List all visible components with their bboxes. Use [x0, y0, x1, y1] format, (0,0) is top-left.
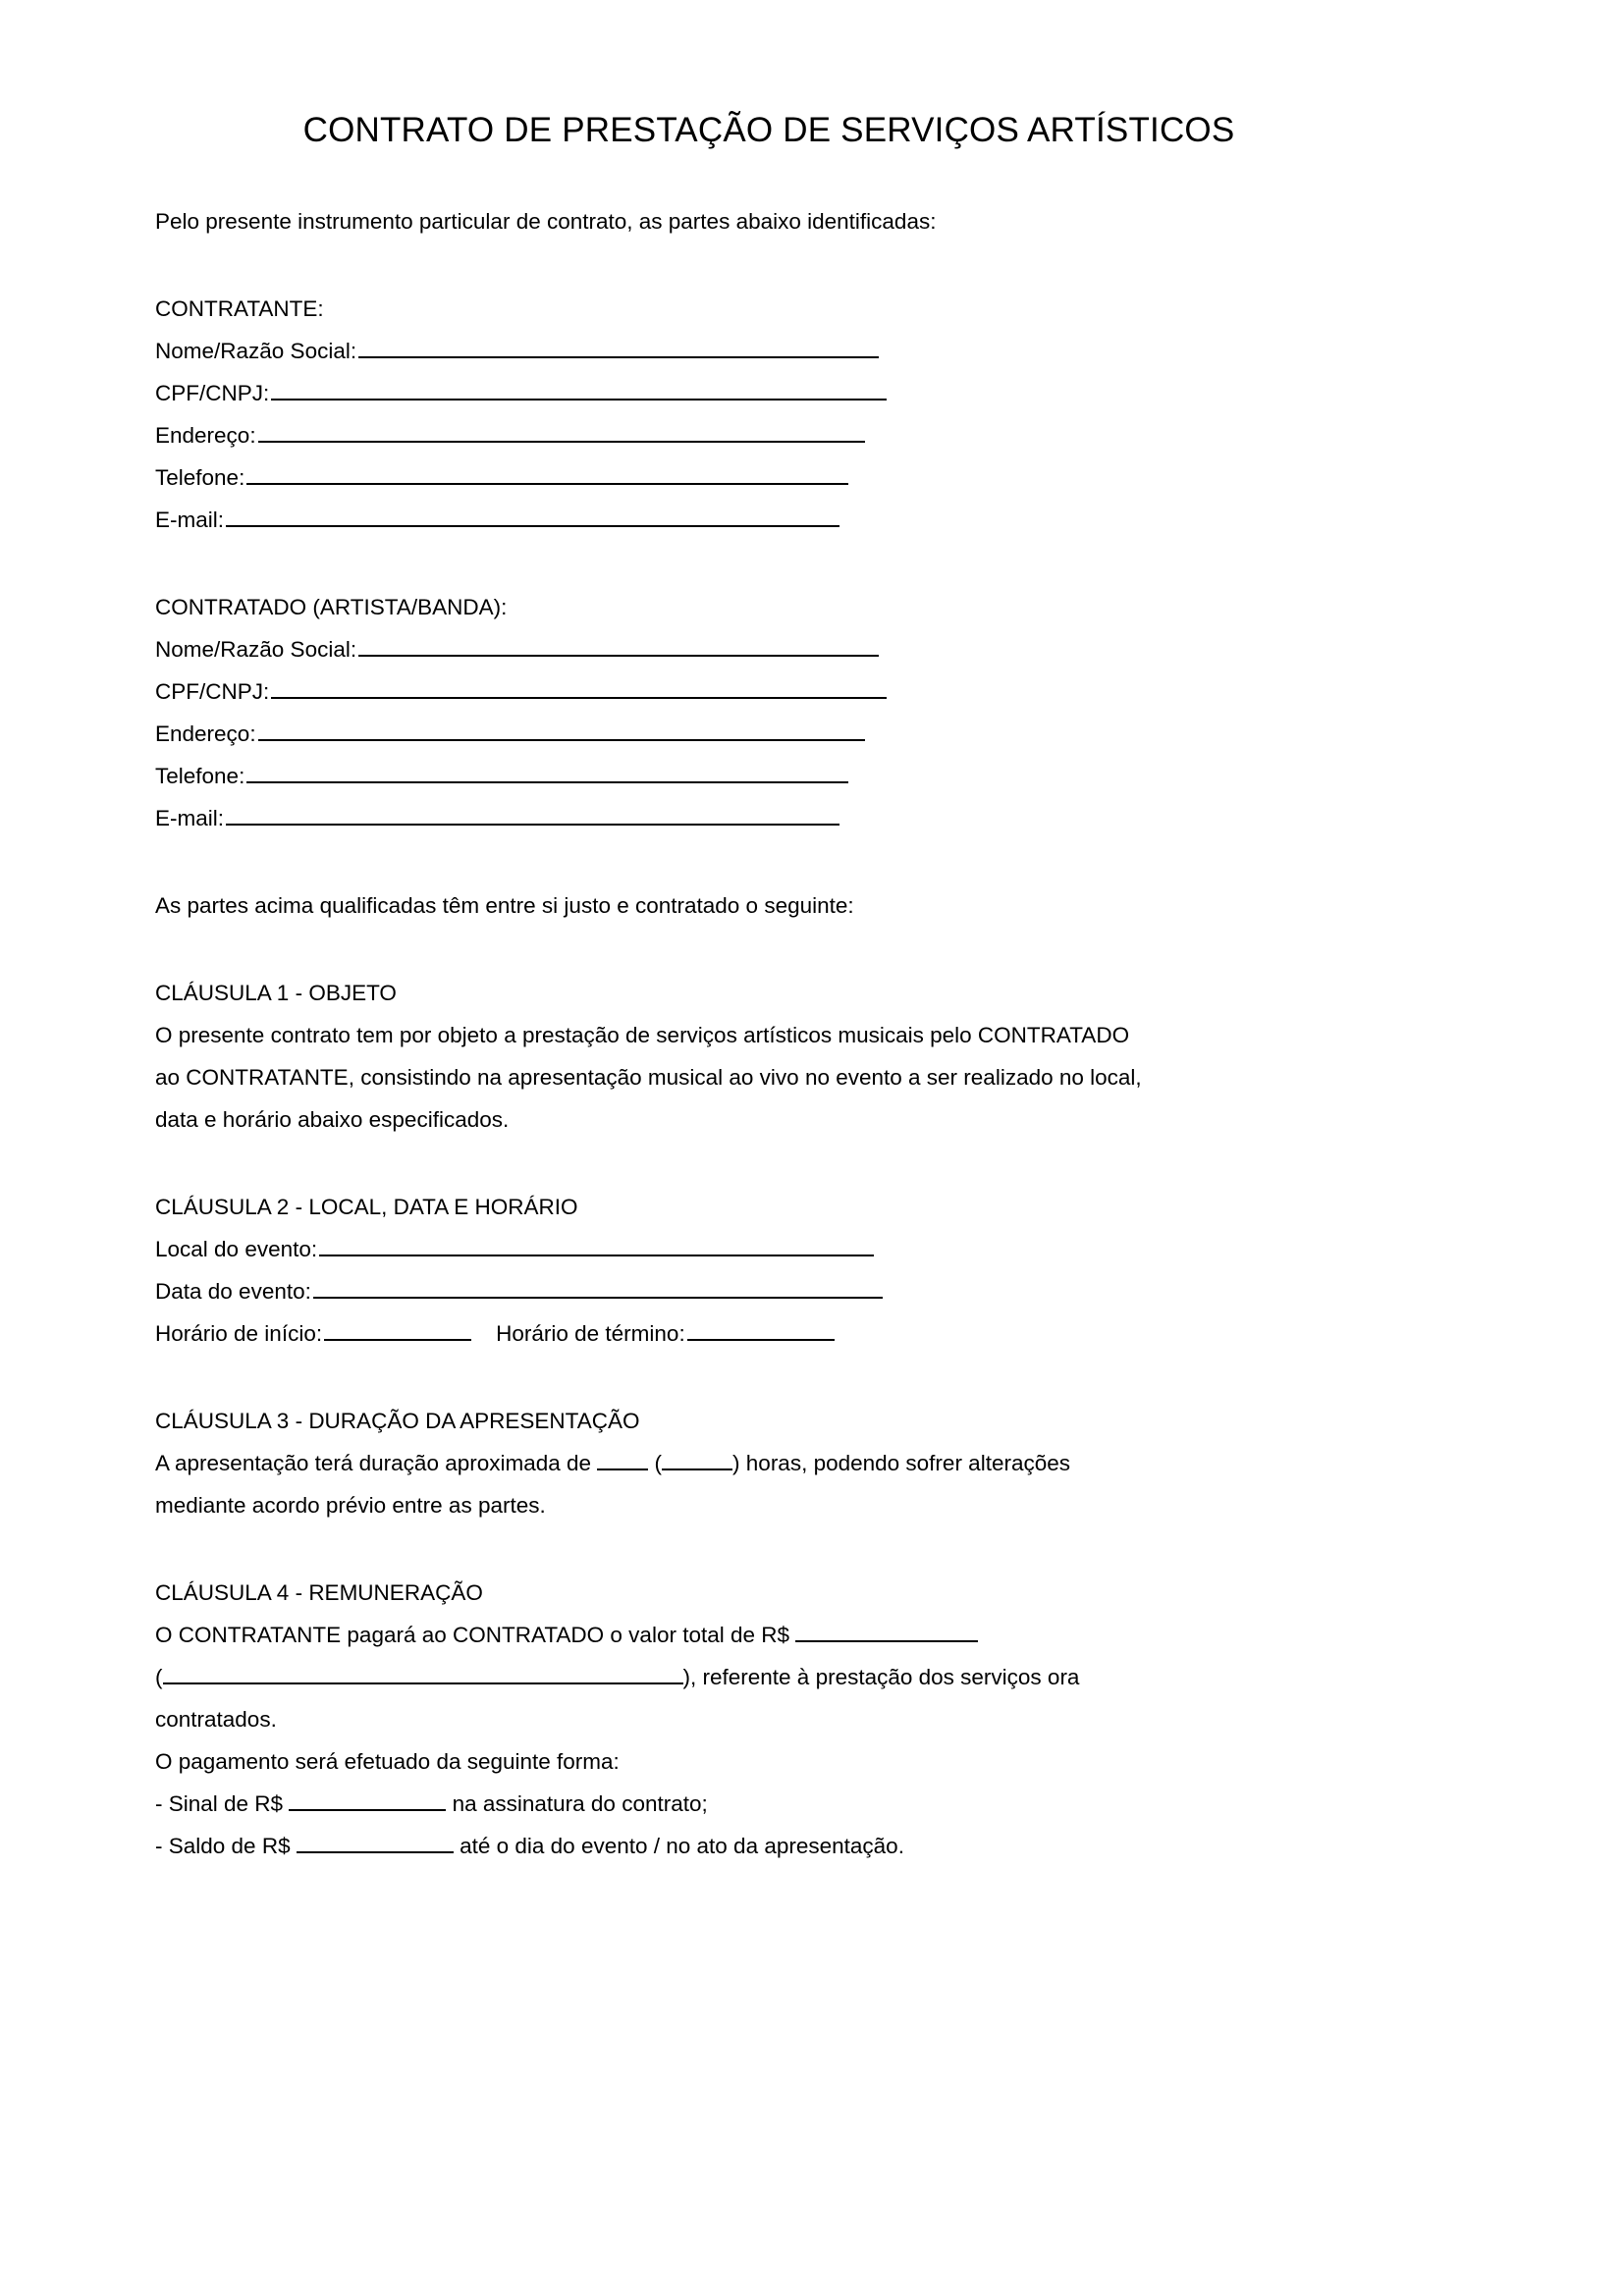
sinal-suffix: na assinatura do contrato;: [446, 1791, 708, 1816]
saldo-suffix: até o dia do evento / no ato da apresentação.: [453, 1834, 904, 1858]
preamble-paragraph: As partes acima qualificadas têm entre si justo e contratado o seguinte:: [155, 893, 854, 918]
field-rule-nome-contratado[interactable]: [358, 636, 879, 657]
field-label: Telefone:: [155, 465, 245, 490]
party-block-contratado: [155, 586, 1382, 839]
clause-3-text-part-3: ) horas, podendo sofrer alterações: [732, 1451, 1070, 1475]
party-heading-contratante: CONTRATANTE:: [155, 296, 324, 321]
clause-3: [155, 1400, 1382, 1526]
party-heading-contratado: CONTRATADO (ARTISTA/BANDA):: [155, 595, 508, 619]
sinal-valor-rule[interactable]: [289, 1790, 446, 1811]
clause-1-body-line-3: data e horário abaixo especificados.: [155, 1107, 510, 1132]
clause-2: [155, 1186, 1382, 1355]
clause-4-line-4: O pagamento será efetuado da seguinte forma:: [155, 1749, 620, 1774]
field-rule-horario-termino[interactable]: [687, 1320, 835, 1341]
clause-4-heading: CLÁUSULA 4 - REMUNERAÇÃO: [155, 1580, 483, 1605]
field-rule-endereco-contratado[interactable]: [258, 721, 865, 741]
field-row-data-evento: [155, 1270, 1382, 1312]
field-row-telefone-contratante: [155, 456, 1382, 499]
valor-total-rule[interactable]: [795, 1622, 978, 1642]
spacer: [471, 1321, 496, 1346]
open-paren: (: [155, 1665, 163, 1689]
clause-1-body-line-1: O presente contrato tem por objeto a prestação de serviços artísticos musicais pelo CONTRATADO: [155, 1023, 1130, 1047]
field-label: E-mail:: [155, 507, 225, 532]
field-label: Nome/Razão Social:: [155, 339, 357, 363]
saldo-valor-rule[interactable]: [297, 1833, 454, 1853]
field-row-email-contratado: [155, 797, 1382, 839]
clause-4-line-1: [155, 1614, 1382, 1656]
field-label: E-mail:: [155, 806, 225, 830]
clause-1-heading: CLÁUSULA 1 - OBJETO: [155, 981, 397, 1005]
field-row-email-contratante: [155, 499, 1382, 541]
field-label: Local do evento:: [155, 1237, 318, 1261]
field-rule-telefone-contratado[interactable]: [246, 763, 848, 783]
page-title: CONTRATO DE PRESTAÇÃO DE SERVIÇOS ARTÍSTICOS: [302, 111, 1235, 149]
clause-1: [155, 972, 1382, 1141]
sinal-label: - Sinal de R$: [155, 1791, 290, 1816]
field-row-telefone-contratado: [155, 755, 1382, 797]
clause-2-heading: CLÁUSULA 2 - LOCAL, DATA E HORÁRIO: [155, 1195, 578, 1219]
duration-hours-written-rule[interactable]: [662, 1450, 732, 1470]
clause-3-heading: CLÁUSULA 3 - DURAÇÃO DA APRESENTAÇÃO: [155, 1409, 640, 1433]
clause-4: [155, 1572, 1382, 1867]
document-body: [155, 0, 1382, 1867]
field-label: Endereço:: [155, 721, 256, 746]
field-row-cpf-contratante: [155, 372, 1382, 414]
clause-4-line-2: [155, 1656, 1382, 1698]
party-block-contratante: [155, 288, 1382, 541]
field-rule-email-contratado[interactable]: [226, 805, 839, 826]
field-label: Telefone:: [155, 764, 245, 788]
field-rule-cpf-contratado[interactable]: [271, 678, 887, 699]
clause-3-text-part-2: (: [648, 1451, 663, 1475]
field-rule-telefone-contratante[interactable]: [246, 464, 848, 485]
field-label: Nome/Razão Social:: [155, 637, 357, 662]
field-row-nome-contratado: [155, 628, 1382, 670]
field-rule-data-evento[interactable]: [313, 1278, 883, 1299]
duration-hours-rule[interactable]: [597, 1450, 648, 1470]
field-rule-endereco-contratante[interactable]: [258, 422, 865, 443]
clause-4-line-saldo: [155, 1825, 1382, 1867]
field-rule-local-evento[interactable]: [319, 1236, 874, 1256]
clause-4-text-referente: ), referente à prestação dos serviços ora: [682, 1665, 1080, 1689]
field-label: CPF/CNPJ:: [155, 679, 270, 704]
field-rule-cpf-contratante[interactable]: [271, 380, 887, 400]
clause-4-line-3: contratados.: [155, 1707, 277, 1732]
field-label: Data do evento:: [155, 1279, 311, 1304]
clause-3-body-line-2: mediante acordo prévio entre as partes.: [155, 1493, 546, 1518]
field-label-horario-inicio: Horário de início:: [155, 1321, 323, 1346]
field-row-endereco-contratado: [155, 713, 1382, 755]
field-rule-email-contratante[interactable]: [226, 507, 839, 527]
clause-3-text-part-1: A apresentação terá duração aproximada de: [155, 1451, 598, 1475]
field-row-horarios: [155, 1312, 1382, 1355]
clause-4-text-valor-total: O CONTRATANTE pagará ao CONTRATADO o valor total de R$: [155, 1623, 796, 1647]
field-label-horario-termino: Horário de término:: [496, 1321, 685, 1346]
field-label: CPF/CNPJ:: [155, 381, 270, 405]
field-rule-nome-contratante[interactable]: [358, 338, 879, 358]
clause-3-body-line-1: [155, 1442, 1382, 1484]
field-row-endereco-contratante: [155, 414, 1382, 456]
clause-1-body-line-2: ao CONTRATANTE, consistindo na apresentação musical ao vivo no evento a ser realizado no local,: [155, 1065, 1142, 1090]
saldo-label: - Saldo de R$: [155, 1834, 297, 1858]
field-label: Endereço:: [155, 423, 256, 448]
valor-extenso-rule[interactable]: [163, 1664, 683, 1684]
intro-paragraph: Pelo presente instrumento particular de contrato, as partes abaixo identificadas:: [155, 209, 937, 234]
field-row-cpf-contratado: [155, 670, 1382, 713]
field-row-local-evento: [155, 1228, 1382, 1270]
field-row-nome-contratante: [155, 330, 1382, 372]
field-rule-horario-inicio[interactable]: [324, 1320, 471, 1341]
clause-4-line-sinal: [155, 1783, 1382, 1825]
